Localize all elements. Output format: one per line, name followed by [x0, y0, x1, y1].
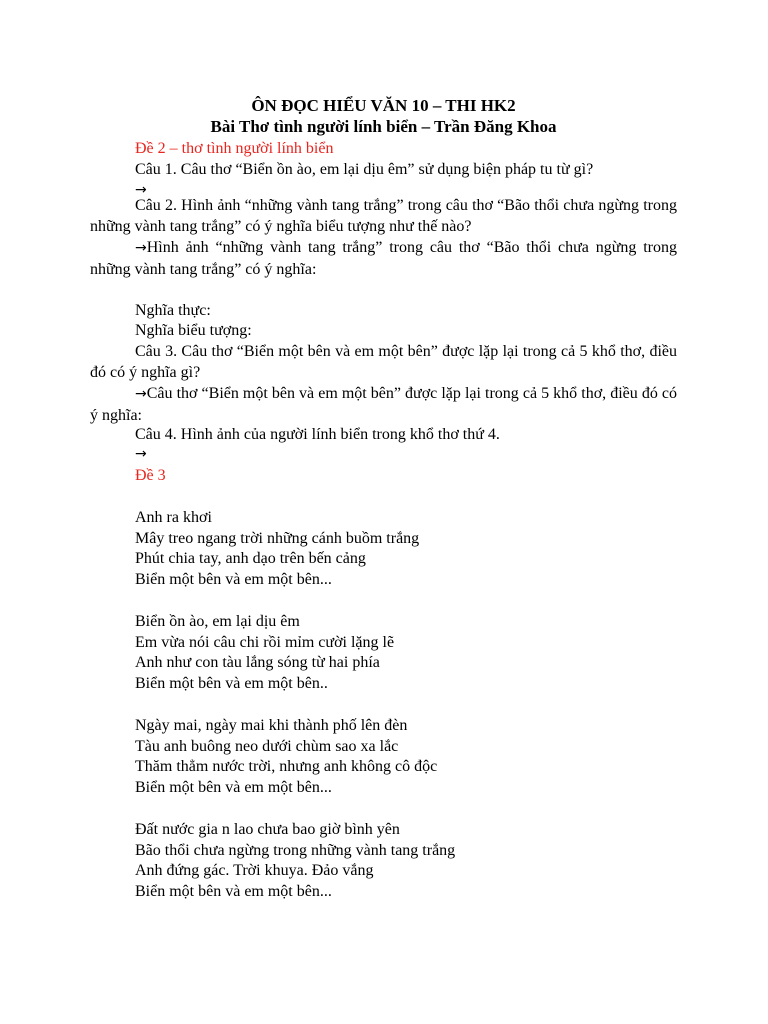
poem-line: Biển một bên và em một bên.. [135, 675, 328, 692]
question-4: Câu 4. Hình ảnh của người lính biển trong khổ thơ thứ 4. [135, 426, 500, 443]
poem-line: Phút chia tay, anh dạo trên bến cảng [135, 550, 366, 567]
arrow-icon: → [135, 182, 147, 198]
poem-line: Thăm thẳm nước trời, nhưng anh không cô độc [135, 758, 438, 775]
poem-line: Biển một bên và em một bên... [135, 883, 332, 900]
document-subtitle: Bài Thơ tình người lính biển – Trần Đăng Khoa [210, 117, 557, 136]
arrow-icon: → [135, 240, 147, 256]
poem-line: Biển một bên và em một bên... [135, 571, 332, 588]
poem-line: Em vừa nói câu chi rồi mỉm cười lặng lẽ [135, 634, 395, 651]
answer-3 [90, 383, 677, 426]
poem-line: Ngày mai, ngày mai khi thành phố lên đèn [135, 717, 408, 734]
question-3: Câu 3. Câu thơ “Biển một bên và em một bên” được lặp lại trong cả 5 khổ thơ, điều đó có ý nghĩa gì? [90, 343, 677, 381]
arrow-icon: → [135, 386, 147, 402]
question-2: Câu 2. Hình ảnh “những vành tang trắng” trong câu thơ “Bão thổi chưa ngừng trong những vành tang trắng” có ý nghĩa biểu tượng như thế nào? [90, 197, 677, 235]
poem-line: Tàu anh buông neo dưới chùm sao xa lắc [135, 738, 399, 755]
answer-2 [90, 237, 677, 280]
poem-line: Anh ra khơi [135, 509, 212, 526]
document-title: ÔN ĐỌC HIỂU VĂN 10 – THI HK2 [251, 96, 516, 115]
poem-line: Mây treo ngang trời những cánh buồm trắng [135, 530, 420, 547]
section-heading-de3: Đề 3 [135, 467, 166, 484]
poem-line: Biển ồn ào, em lại dịu êm [135, 613, 300, 630]
section-heading-de2: Đề 2 – thơ tình người lính biển [135, 140, 334, 157]
answer-4-arrow [135, 443, 147, 465]
nghia-bieu-tuong-label: Nghĩa biểu tượng: [135, 322, 252, 339]
nghia-thuc-label: Nghĩa thực: [135, 302, 211, 319]
poem-line: Đất nước gia n lao chưa bao giờ bình yên [135, 821, 400, 838]
answer-2-text: Hình ảnh “những vành tang trắng” trong câu thơ “Bão thổi chưa ngừng trong những vành tang trắng” có ý nghĩa: [90, 239, 677, 278]
poem-line: Anh đứng gác. Trời khuya. Đảo vắng [135, 862, 374, 879]
question-1: Câu 1. Câu thơ “Biển ồn ào, em lại dịu êm” sử dụng biện pháp tu từ gì? [135, 161, 594, 178]
poem-line: Biển một bên và em một bên... [135, 779, 332, 796]
answer-3-text: Câu thơ “Biển một bên và em một bên” được lặp lại trong cả 5 khổ thơ, điều đó có ý nghĩa: [90, 385, 677, 424]
poem-line: Anh như con tàu lắng sóng từ hai phía [135, 654, 380, 671]
arrow-icon: → [135, 446, 147, 462]
poem-line: Bão thổi chưa ngừng trong những vành tang trắng [135, 842, 456, 859]
